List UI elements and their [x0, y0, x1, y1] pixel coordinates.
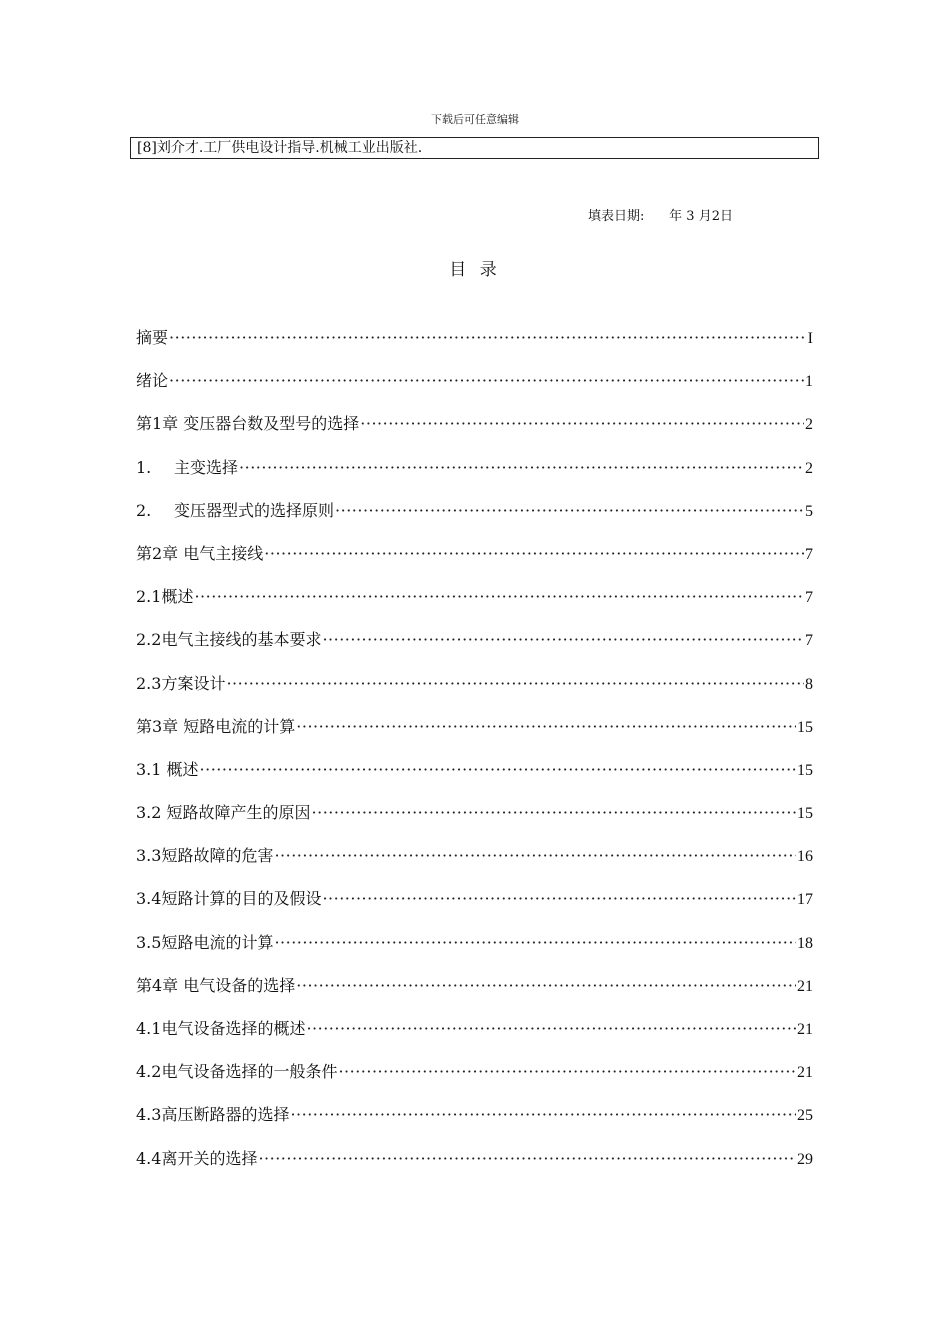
toc-leader-dots — [312, 796, 796, 830]
reference-text: [8]刘介才.工厂供电设计指导.机械工业出版社. — [137, 140, 423, 156]
toc-entry[interactable] — [136, 1055, 813, 1098]
toc-entry[interactable] — [136, 796, 813, 839]
toc-entry-label: 4.1电气设备选择的概述 — [136, 1019, 306, 1038]
toc-leader-dots — [239, 451, 804, 485]
toc-entry[interactable] — [136, 321, 813, 364]
toc-entry-page: 7 — [805, 545, 813, 563]
toc-entry-page: 7 — [805, 589, 813, 607]
toc-entry-number: 2. — [136, 500, 152, 520]
toc-entry-page: 2 — [805, 459, 813, 477]
toc-leader-dots — [200, 753, 796, 787]
toc-leader-dots — [296, 969, 796, 1003]
toc-leader-dots — [194, 580, 804, 614]
toc-entry-label: 第2章 电气主接线 — [136, 543, 264, 563]
toc-entry-page: 15 — [797, 805, 813, 823]
toc-leader-dots — [226, 667, 804, 701]
toc-entry[interactable] — [136, 753, 813, 796]
page-header-note: 下载后可任意编辑 — [431, 113, 519, 126]
toc-entry-page: I — [807, 330, 813, 347]
toc-entry-page: 7 — [805, 632, 813, 650]
toc-entry[interactable] — [136, 1098, 813, 1141]
toc-entry-label: 4.3高压断路器的选择 — [136, 1105, 290, 1125]
toc-entry-page: 17 — [797, 891, 813, 909]
toc-entry[interactable] — [136, 926, 813, 969]
toc-entry-label: 3.3短路故障的危害 — [136, 846, 274, 866]
toc-entry[interactable] — [136, 623, 813, 666]
toc-entry-label: 第4章 电气设备的选择 — [136, 975, 296, 995]
toc-leader-dots — [274, 926, 796, 960]
toc-entry[interactable] — [136, 1142, 813, 1185]
toc-entry-page: 25 — [797, 1107, 813, 1125]
toc-title: 目 录 — [449, 260, 501, 280]
toc-entry-label: 3.4短路计算的目的及假设 — [136, 889, 322, 909]
toc-entry-page: 15 — [797, 761, 813, 779]
table-of-contents — [136, 321, 813, 1185]
toc-entry-number: 1. — [136, 457, 152, 477]
toc-entry-label: 4.2电气设备选择的一般条件 — [136, 1062, 338, 1082]
toc-entry-page: 16 — [797, 848, 813, 866]
toc-entry[interactable] — [136, 969, 813, 1012]
toc-entry[interactable] — [136, 580, 813, 623]
toc-entry[interactable] — [136, 537, 813, 580]
toc-entry-label: 3.5短路电流的计算 — [136, 932, 274, 952]
toc-leader-dots — [338, 1055, 796, 1089]
toc-entry-label: 4.4离开关的选择 — [136, 1148, 258, 1168]
toc-leader-dots — [335, 494, 804, 528]
reference-box — [130, 137, 819, 159]
toc-entry-label: 摘要 — [136, 328, 169, 347]
toc-entry-label: 主变选择 — [174, 457, 239, 477]
toc-entry[interactable] — [136, 710, 813, 753]
toc-leader-dots — [169, 364, 804, 398]
toc-leader-dots — [322, 623, 804, 657]
toc-entry-page: 21 — [797, 1021, 813, 1038]
toc-entry-page: 15 — [797, 718, 813, 736]
toc-entry-label: 3.2 短路故障产生的原因 — [136, 803, 311, 823]
toc-entry-label: 变压器型式的选择原则 — [174, 500, 335, 520]
toc-entry-label: 第3章 短路电流的计算 — [136, 716, 296, 736]
toc-leader-dots — [306, 1012, 796, 1046]
toc-entry-label: 第1章 变压器台数及型号的选择 — [136, 414, 360, 434]
toc-entry[interactable] — [136, 407, 813, 450]
toc-leader-dots — [264, 537, 804, 571]
toc-entry-label: 3.1 概述 — [136, 759, 199, 779]
toc-entry[interactable] — [136, 1012, 813, 1055]
toc-leader-dots — [296, 710, 796, 744]
toc-entry-page: 18 — [797, 934, 813, 952]
toc-entry[interactable] — [136, 364, 813, 407]
toc-leader-dots — [258, 1142, 796, 1176]
fill-date: 填表日期: 年 3 月2日 — [588, 209, 733, 224]
toc-entry[interactable] — [136, 839, 813, 882]
toc-entry-label: 绪论 — [136, 371, 169, 391]
toc-entry-label: 2.1概述 — [136, 587, 194, 607]
toc-entry[interactable] — [136, 451, 813, 494]
toc-entry-label: 2.2电气主接线的基本要求 — [136, 630, 322, 650]
toc-entry-label: 2.3方案设计 — [136, 673, 226, 693]
toc-leader-dots — [290, 1098, 796, 1132]
toc-entry-page: 21 — [797, 977, 813, 995]
toc-entry-page: 29 — [797, 1150, 813, 1168]
toc-leader-dots — [322, 882, 796, 916]
toc-leader-dots — [360, 407, 804, 441]
toc-entry-page: 5 — [805, 502, 813, 520]
toc-entry-page: 2 — [805, 416, 813, 434]
toc-leader-dots — [274, 839, 796, 873]
toc-entry-page: 1 — [805, 373, 813, 391]
toc-entry[interactable] — [136, 667, 813, 710]
toc-entry-page: 8 — [805, 675, 813, 693]
toc-entry-page: 21 — [797, 1064, 813, 1082]
toc-entry[interactable] — [136, 882, 813, 925]
toc-entry[interactable] — [136, 494, 813, 537]
toc-leader-dots — [169, 321, 807, 355]
